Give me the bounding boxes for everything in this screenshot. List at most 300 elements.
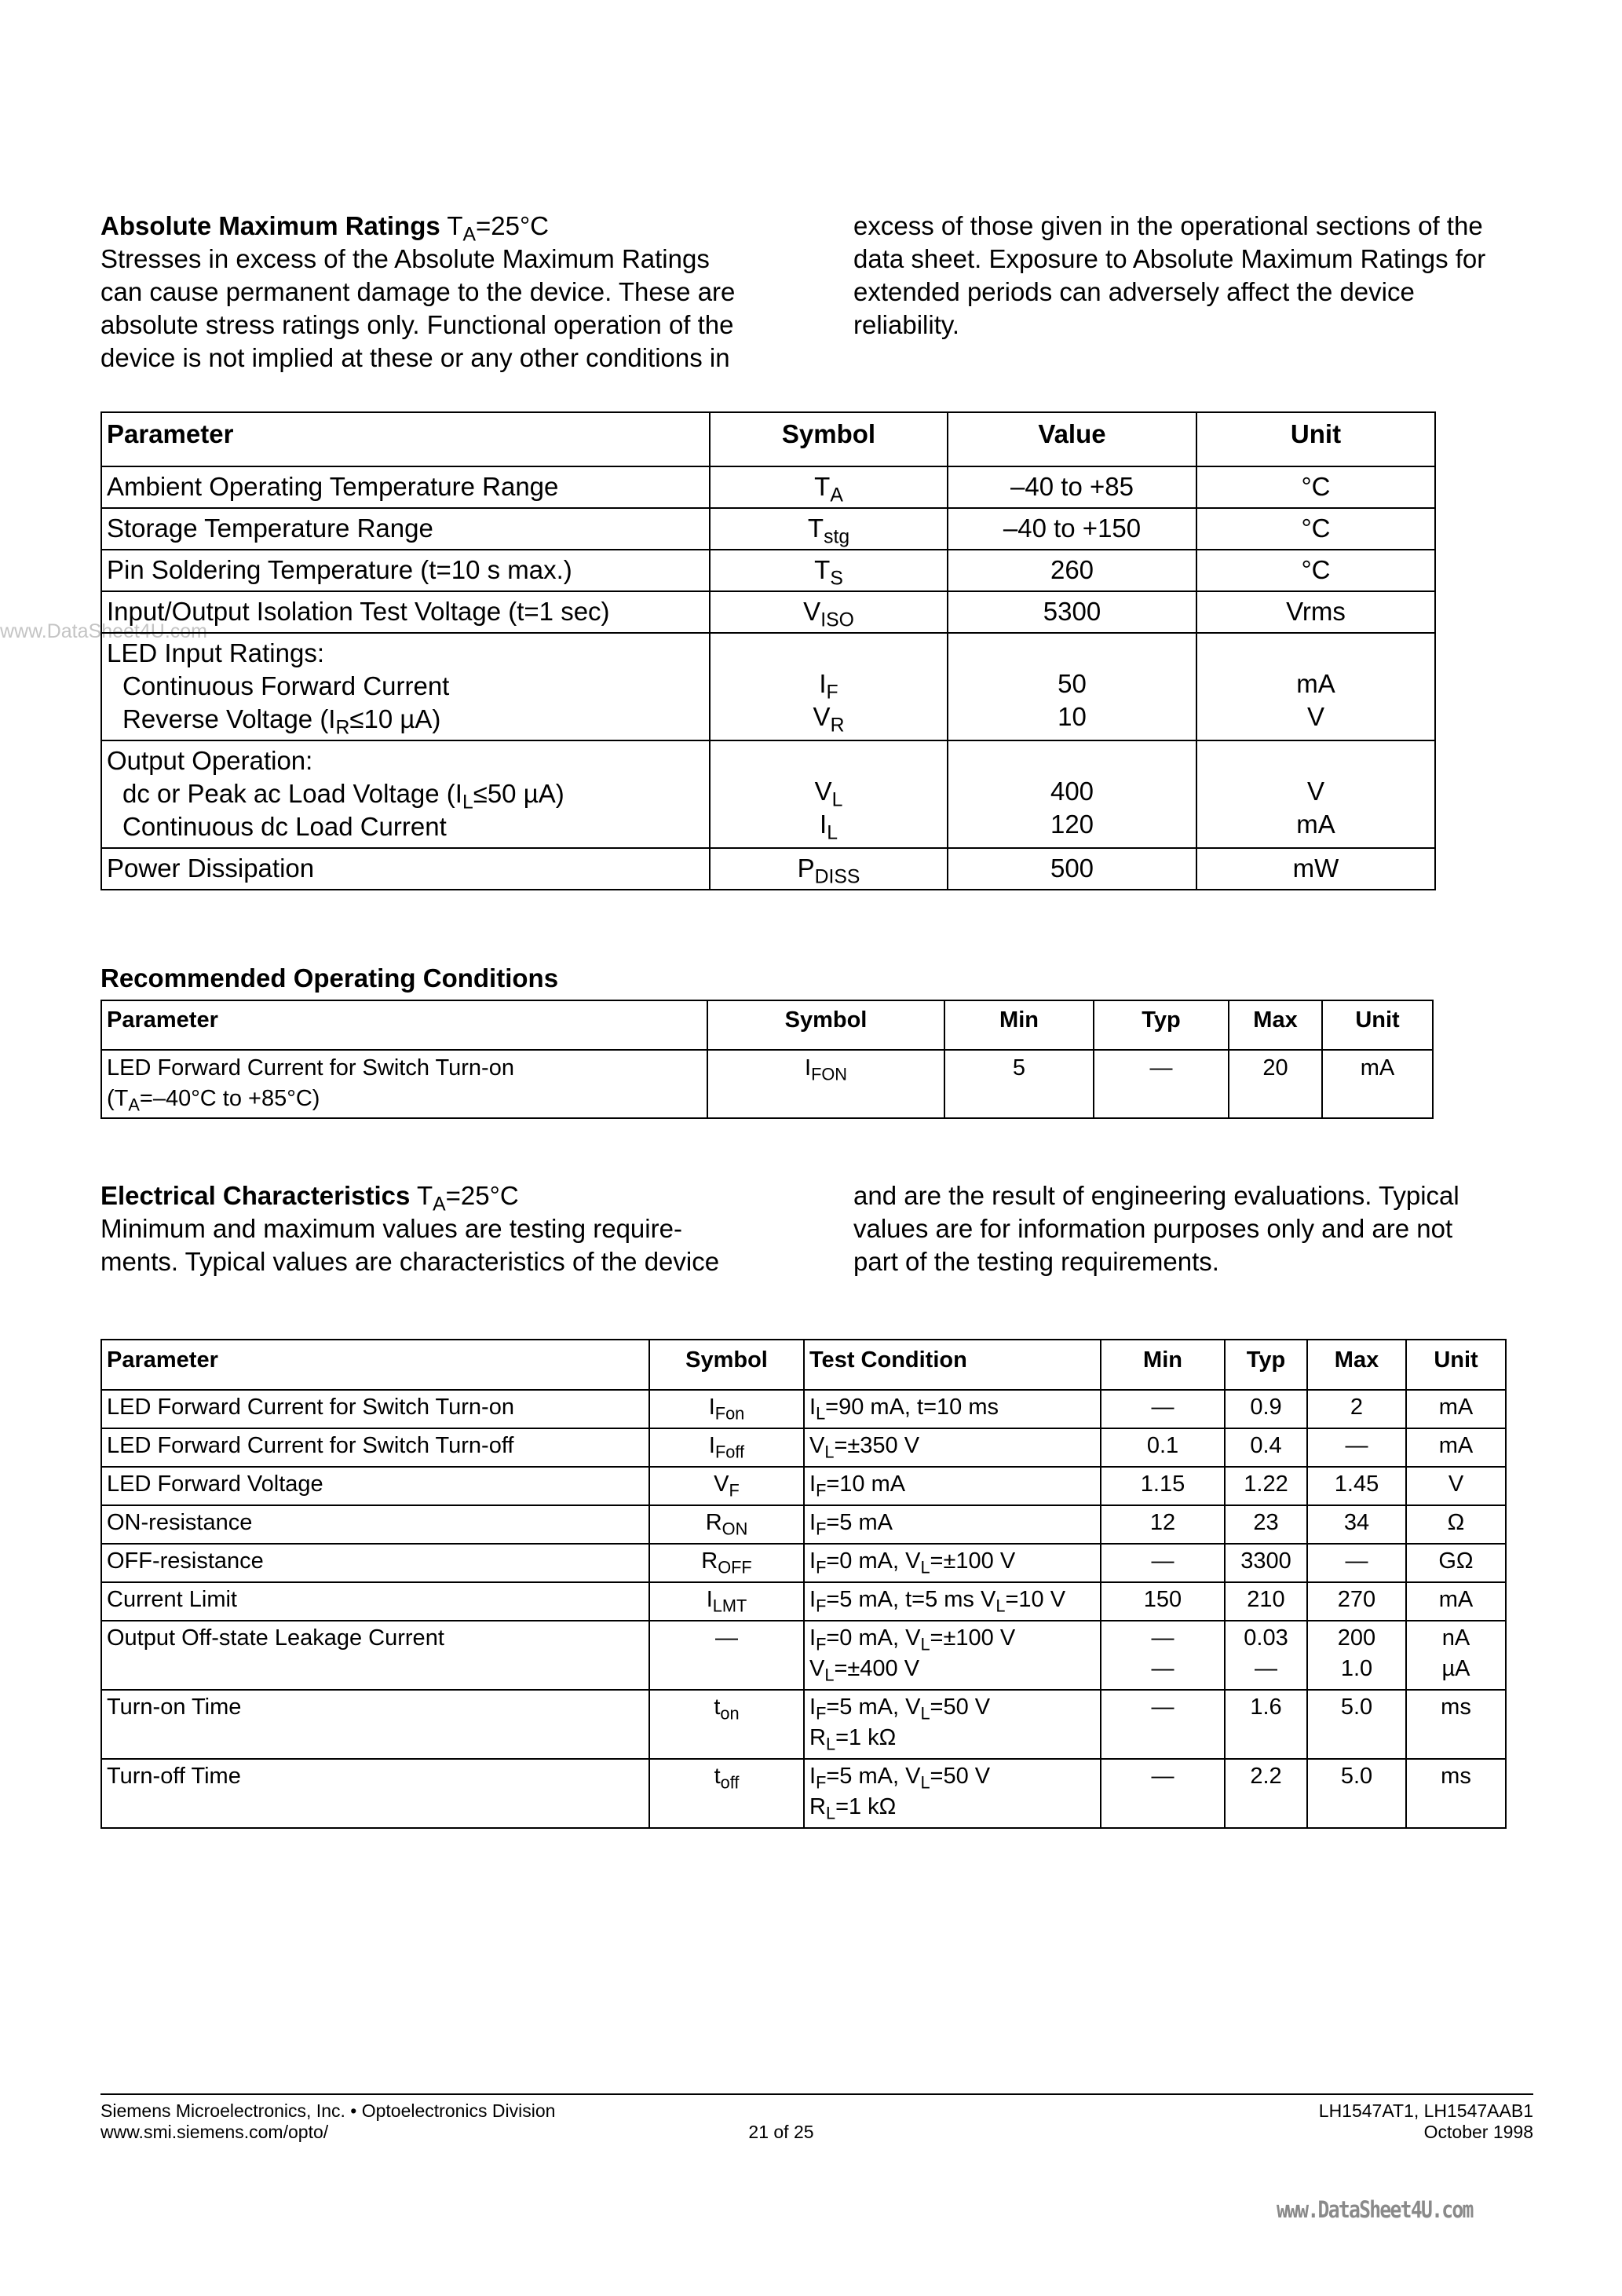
cell-text: –40 to +150 bbox=[1003, 514, 1142, 543]
cell-min bbox=[1101, 1467, 1225, 1505]
cell-line bbox=[953, 637, 1191, 667]
cell-text: 120 bbox=[1050, 810, 1094, 839]
text-segment: t bbox=[714, 1695, 721, 1720]
cell-text: LED Input Ratings: bbox=[107, 638, 324, 667]
cell-line bbox=[715, 637, 942, 667]
header-row bbox=[101, 412, 1435, 466]
text-segment: =–40°C to +85°C) bbox=[139, 1086, 320, 1111]
text-segment: V bbox=[814, 777, 832, 806]
cell-text: — bbox=[1255, 1656, 1277, 1681]
cell-parameter bbox=[101, 1621, 649, 1690]
table-row bbox=[101, 848, 1435, 890]
subscript: F bbox=[816, 1634, 827, 1654]
cell-text: 20 bbox=[1262, 1055, 1288, 1080]
cell-line bbox=[1412, 1761, 1500, 1792]
cell-line bbox=[809, 1392, 1095, 1423]
cell-line bbox=[1106, 1431, 1219, 1461]
cell-text: Current Limit bbox=[107, 1587, 237, 1612]
subscript: ISO bbox=[820, 609, 854, 631]
cell-symbol bbox=[649, 1582, 804, 1621]
subscript: L bbox=[825, 1734, 836, 1754]
text-segment: =5 mA, V bbox=[826, 1695, 921, 1720]
cell-unit bbox=[1406, 1428, 1506, 1467]
cell-unit bbox=[1196, 591, 1435, 633]
cell-text: 0.9 bbox=[1250, 1395, 1282, 1420]
cell-symbol bbox=[710, 633, 948, 740]
cell-symbol bbox=[649, 1390, 804, 1428]
cell-line bbox=[1230, 1431, 1302, 1461]
cell-parameter bbox=[101, 1050, 707, 1118]
cell-unit bbox=[1322, 1050, 1433, 1118]
cell-test-condition bbox=[804, 1467, 1101, 1505]
cell-test-condition bbox=[804, 1544, 1101, 1582]
cell-text: 0.03 bbox=[1244, 1625, 1288, 1651]
cell-text: Power Dissipation bbox=[107, 854, 315, 883]
text-line: device is not implied at these or any other conditions in bbox=[100, 343, 730, 372]
column-header-test-condition: Test Condition bbox=[804, 1340, 1101, 1390]
cell-line bbox=[1099, 1053, 1223, 1084]
text-segment: =5 mA, V bbox=[826, 1764, 921, 1789]
cell-min bbox=[1101, 1390, 1225, 1428]
cell-text: — bbox=[1151, 1395, 1174, 1420]
cell-text: Turn-off Time bbox=[107, 1764, 241, 1789]
cell-line bbox=[1313, 1508, 1401, 1538]
cell-unit bbox=[1406, 1544, 1506, 1582]
cell-parameter bbox=[101, 1467, 649, 1505]
cell-max bbox=[1307, 1390, 1406, 1428]
cell-test-condition bbox=[804, 1428, 1101, 1467]
cell-line bbox=[1202, 775, 1430, 808]
cell-unit bbox=[1406, 1759, 1506, 1828]
cell-test-condition bbox=[804, 1582, 1101, 1621]
cell-line bbox=[107, 852, 704, 885]
subscript: L bbox=[825, 1803, 836, 1823]
text-segment: I bbox=[708, 1395, 715, 1420]
elec-table bbox=[100, 1339, 1507, 1829]
cell-line bbox=[953, 744, 1191, 775]
cell-symbol bbox=[710, 466, 948, 508]
text-segment: =±350 V bbox=[834, 1433, 920, 1458]
cell-parameter bbox=[101, 466, 710, 508]
text-segment: =±100 V bbox=[930, 1548, 1016, 1574]
cell-text: 50 bbox=[1058, 669, 1087, 698]
cell-line bbox=[655, 1546, 798, 1577]
cell-line bbox=[1313, 1546, 1401, 1577]
cell-line bbox=[1412, 1508, 1500, 1538]
cell-text: — bbox=[1345, 1433, 1368, 1458]
cell-text: ms bbox=[1441, 1764, 1471, 1789]
subscript: L bbox=[462, 792, 473, 813]
table-row bbox=[101, 1690, 1506, 1759]
cell-parameter bbox=[101, 633, 710, 740]
table-row bbox=[101, 550, 1435, 591]
text-segment: =25°C bbox=[476, 211, 550, 240]
cell-line bbox=[715, 744, 942, 775]
cell-min bbox=[944, 1050, 1094, 1118]
elec-text-right bbox=[853, 1179, 1459, 1278]
subscript: stg bbox=[824, 526, 850, 548]
cell-text: Input/Output Isolation Test Voltage (t=1 sec) bbox=[107, 597, 610, 626]
abs-max-heading bbox=[100, 210, 550, 246]
cell-line bbox=[1202, 744, 1430, 775]
text-segment: I bbox=[819, 669, 827, 698]
cell-symbol bbox=[710, 848, 948, 890]
cell-symbol bbox=[649, 1467, 804, 1505]
elec-text-left bbox=[100, 1212, 719, 1278]
cell-typ bbox=[1225, 1505, 1307, 1544]
cell-unit bbox=[1406, 1390, 1506, 1428]
cell-line bbox=[953, 852, 1191, 885]
column-header-symbol: Symbol bbox=[649, 1340, 804, 1390]
subscript: R bbox=[830, 715, 845, 737]
cell-line bbox=[655, 1692, 798, 1723]
text-line: Minimum and maximum values are testing require- bbox=[100, 1214, 682, 1243]
cell-unit bbox=[1196, 466, 1435, 508]
subscript: Foff bbox=[714, 1442, 745, 1462]
cell-line bbox=[107, 1623, 644, 1654]
text-line: can cause permanent damage to the device. These are bbox=[100, 277, 736, 306]
column-header-min: Min bbox=[944, 1000, 1094, 1050]
subscript: ON bbox=[721, 1519, 748, 1539]
cell-text: mA bbox=[1360, 1055, 1395, 1080]
rec-op-table bbox=[100, 1000, 1434, 1119]
cell-text: Output Off-state Leakage Current bbox=[107, 1625, 444, 1651]
cell-line bbox=[1328, 1053, 1427, 1084]
cell-line bbox=[1106, 1623, 1219, 1654]
cell-line bbox=[107, 554, 704, 587]
subscript: A bbox=[433, 1194, 446, 1216]
cell-line bbox=[1202, 852, 1430, 885]
abs-max-text-left bbox=[100, 243, 735, 375]
cell-line bbox=[655, 1623, 798, 1654]
cell-line bbox=[655, 1392, 798, 1423]
cell-text: LED Forward Current for Switch Turn-on bbox=[107, 1395, 514, 1420]
column-header-parameter: Parameter bbox=[101, 412, 710, 466]
table-row bbox=[101, 466, 1435, 508]
cell-line bbox=[107, 1761, 644, 1792]
cell-line bbox=[1313, 1761, 1401, 1792]
cell-parameter bbox=[101, 848, 710, 890]
text-segment: Reverse Voltage (I bbox=[122, 704, 336, 733]
table-row bbox=[101, 1582, 1506, 1621]
subscript: R bbox=[335, 717, 350, 739]
text-line: part of the testing requirements. bbox=[853, 1247, 1219, 1276]
cell-line bbox=[809, 1508, 1095, 1538]
cell-text: LED Forward Current for Switch Turn-off bbox=[107, 1433, 514, 1458]
cell-text: 0.4 bbox=[1250, 1433, 1282, 1458]
cell-parameter bbox=[101, 1390, 649, 1428]
header-row bbox=[101, 1340, 1506, 1390]
text-segment: V bbox=[809, 1433, 825, 1458]
cell-value bbox=[948, 633, 1196, 740]
cell-unit bbox=[1196, 740, 1435, 848]
cell-text: ms bbox=[1441, 1695, 1471, 1720]
cell-text: 400 bbox=[1050, 777, 1094, 806]
cell-line bbox=[107, 1508, 644, 1538]
text-line: values are for information purposes only and are not bbox=[853, 1214, 1453, 1243]
cell-line bbox=[953, 470, 1191, 503]
cell-text: 5 bbox=[1012, 1055, 1026, 1080]
cell-typ bbox=[1225, 1390, 1307, 1428]
cell-test-condition bbox=[804, 1690, 1101, 1759]
column-header-symbol: Symbol bbox=[707, 1000, 944, 1050]
table-row bbox=[101, 1390, 1506, 1428]
subscript: L bbox=[824, 1665, 835, 1685]
table-row bbox=[101, 1759, 1506, 1828]
column-header-typ: Typ bbox=[1225, 1340, 1307, 1390]
column-header-parameter: Parameter bbox=[101, 1000, 707, 1050]
cell-line bbox=[809, 1792, 1095, 1823]
text-segment: I bbox=[809, 1510, 816, 1535]
text-segment: t bbox=[714, 1764, 721, 1789]
footer-url: www.smi.siemens.com/opto/ bbox=[100, 2122, 329, 2142]
text-line: data sheet. Exposure to Absolute Maximum Ratings for bbox=[853, 244, 1486, 273]
cell-text: mA bbox=[1438, 1395, 1474, 1420]
text-line: excess of those given in the operational sections of the bbox=[853, 211, 1483, 240]
cell-text: — bbox=[1149, 1055, 1173, 1080]
subscript: F bbox=[816, 1703, 827, 1724]
cell-typ bbox=[1225, 1428, 1307, 1467]
text-segment: (T bbox=[107, 1086, 129, 1111]
cell-unit bbox=[1196, 848, 1435, 890]
cell-test-condition bbox=[804, 1759, 1101, 1828]
cell-text: 23 bbox=[1253, 1510, 1279, 1535]
cell-line bbox=[1202, 808, 1430, 841]
text-segment: I bbox=[809, 1395, 816, 1420]
cell-line bbox=[1412, 1692, 1500, 1723]
cell-line bbox=[107, 470, 704, 503]
header-row bbox=[101, 1000, 1433, 1050]
footer-divider bbox=[100, 2093, 1533, 2095]
cell-line bbox=[1106, 1508, 1219, 1538]
text-line: ments. Typical values are characteristics of the device bbox=[100, 1247, 720, 1276]
cell-text: Storage Temperature Range bbox=[107, 514, 433, 543]
cell-line bbox=[107, 810, 704, 843]
text-segment: R bbox=[705, 1510, 722, 1535]
cell-line bbox=[107, 1469, 644, 1500]
cell-line bbox=[655, 1508, 798, 1538]
cell-line bbox=[1202, 554, 1430, 587]
cell-line bbox=[809, 1654, 1095, 1684]
cell-line bbox=[953, 554, 1191, 587]
cell-text: Pin Soldering Temperature (t=10 s max.) bbox=[107, 555, 572, 584]
cell-text: °C bbox=[1301, 472, 1331, 501]
table-row bbox=[101, 1505, 1506, 1544]
abs-max-title: Absolute Maximum Ratings bbox=[100, 211, 440, 240]
text-segment: =10 V bbox=[1005, 1587, 1066, 1612]
cell-value bbox=[948, 550, 1196, 591]
text-segment: =0 mA, V bbox=[826, 1625, 921, 1651]
elec-title: Electrical Characteristics bbox=[100, 1181, 411, 1210]
cell-text: 210 bbox=[1247, 1587, 1285, 1612]
cell-symbol bbox=[649, 1505, 804, 1544]
cell-symbol bbox=[710, 508, 948, 550]
cell-line bbox=[715, 470, 942, 506]
cell-text: 5.0 bbox=[1340, 1695, 1373, 1720]
table-row bbox=[101, 1544, 1506, 1582]
cell-text: LED Forward Voltage bbox=[107, 1472, 323, 1497]
cell-text: — bbox=[1151, 1548, 1174, 1574]
cell-line bbox=[715, 808, 942, 844]
cell-symbol bbox=[649, 1544, 804, 1582]
cell-text: 5300 bbox=[1043, 597, 1101, 626]
cell-line bbox=[953, 512, 1191, 545]
cell-text: °C bbox=[1301, 555, 1331, 584]
table-row bbox=[101, 1621, 1506, 1690]
cell-line bbox=[107, 670, 704, 703]
cell-line bbox=[1230, 1546, 1302, 1577]
cell-typ bbox=[1225, 1467, 1307, 1505]
cell-line bbox=[1313, 1654, 1401, 1684]
subscript: L bbox=[920, 1634, 930, 1654]
cell-line bbox=[1202, 700, 1430, 733]
cell-line bbox=[1313, 1585, 1401, 1615]
cell-max bbox=[1307, 1759, 1406, 1828]
cell-test-condition bbox=[804, 1621, 1101, 1690]
cell-text: — bbox=[715, 1625, 738, 1651]
text-segment: T bbox=[814, 555, 831, 584]
cell-text: 150 bbox=[1143, 1587, 1182, 1612]
cell-line bbox=[713, 1053, 939, 1084]
subscript: F bbox=[816, 1596, 827, 1616]
cell-parameter bbox=[101, 550, 710, 591]
cell-symbol bbox=[707, 1050, 944, 1118]
column-header-symbol: Symbol bbox=[710, 412, 948, 466]
cell-line bbox=[953, 667, 1191, 700]
cell-text: mW bbox=[1292, 854, 1339, 883]
cell-line bbox=[715, 700, 942, 737]
cell-line bbox=[1230, 1654, 1302, 1684]
cell-text: Turn-on Time bbox=[107, 1695, 242, 1720]
cell-line bbox=[953, 595, 1191, 628]
text-segment: ≤10 µA) bbox=[349, 704, 441, 733]
subscript: L bbox=[920, 1703, 930, 1724]
text-segment: =1 kΩ bbox=[835, 1725, 897, 1750]
cell-text: –40 to +85 bbox=[1010, 472, 1134, 501]
text-segment: =5 mA bbox=[826, 1510, 893, 1535]
subscript: S bbox=[830, 568, 843, 590]
cell-text: 2.2 bbox=[1250, 1764, 1282, 1789]
cell-line bbox=[1412, 1392, 1500, 1423]
cell-line bbox=[809, 1692, 1095, 1723]
text-segment: T bbox=[447, 211, 463, 240]
cell-text: ON-resistance bbox=[107, 1510, 253, 1535]
text-segment: =±400 V bbox=[834, 1656, 920, 1681]
cell-test-condition bbox=[804, 1390, 1101, 1428]
text-segment: =0 mA, V bbox=[826, 1548, 921, 1574]
cell-text: mA bbox=[1296, 669, 1335, 698]
cell-line bbox=[1412, 1654, 1500, 1684]
cell-typ bbox=[1225, 1690, 1307, 1759]
cell-line bbox=[655, 1761, 798, 1792]
subscript: L bbox=[824, 1442, 835, 1462]
footer-part-numbers: LH1547AT1, LH1547AAB1 bbox=[1318, 2100, 1533, 2121]
cell-text: 200 bbox=[1337, 1625, 1376, 1651]
text-segment: =10 mA bbox=[826, 1472, 906, 1497]
cell-line bbox=[107, 1084, 702, 1114]
column-header-max: Max bbox=[1307, 1340, 1406, 1390]
subscript: F bbox=[816, 1519, 827, 1539]
cell-parameter bbox=[101, 1690, 649, 1759]
cell-parameter bbox=[101, 1505, 649, 1544]
table-row bbox=[101, 1050, 1433, 1118]
subscript: A bbox=[830, 484, 843, 506]
cell-line bbox=[715, 512, 942, 548]
cell-text: LED Forward Current for Switch Turn-on bbox=[107, 1055, 514, 1080]
cell-line bbox=[107, 512, 704, 545]
cell-typ bbox=[1094, 1050, 1229, 1118]
column-header-min: Min bbox=[1101, 1340, 1225, 1390]
cell-min bbox=[1101, 1428, 1225, 1467]
text-segment: I bbox=[809, 1764, 816, 1789]
cell-max bbox=[1307, 1544, 1406, 1582]
cell-unit bbox=[1196, 633, 1435, 740]
cell-line bbox=[715, 775, 942, 811]
text-segment: I bbox=[809, 1548, 816, 1574]
text-line: Stresses in excess of the Absolute Maximum Ratings bbox=[100, 244, 710, 273]
subscript: F bbox=[826, 682, 838, 704]
cell-text: Output Operation: bbox=[107, 746, 313, 775]
cell-line bbox=[107, 1692, 644, 1723]
abs-max-condition bbox=[447, 211, 550, 246]
subscript: DISS bbox=[814, 866, 860, 888]
abs-max-text-right bbox=[853, 210, 1485, 342]
cell-parameter bbox=[101, 1544, 649, 1582]
rec-op-title: Recommended Operating Conditions bbox=[100, 963, 559, 993]
cell-text: 1.22 bbox=[1244, 1472, 1288, 1497]
cell-line bbox=[953, 808, 1191, 841]
cell-parameter bbox=[101, 740, 710, 848]
subscript: L bbox=[995, 1596, 1006, 1616]
cell-min bbox=[1101, 1582, 1225, 1621]
column-header-unit: Unit bbox=[1322, 1000, 1433, 1050]
column-header-unit: Unit bbox=[1196, 412, 1435, 466]
cell-line bbox=[1412, 1623, 1500, 1654]
cell-line bbox=[1230, 1761, 1302, 1792]
text-segment: =50 V bbox=[930, 1695, 991, 1720]
cell-line bbox=[107, 595, 704, 628]
text-line: absolute stress ratings only. Functional operation of the bbox=[100, 310, 734, 339]
abs-max-table bbox=[100, 411, 1436, 890]
cell-text: 500 bbox=[1050, 854, 1094, 883]
cell-text: 12 bbox=[1149, 1510, 1176, 1535]
cell-symbol bbox=[649, 1759, 804, 1828]
text-segment: =50 V bbox=[930, 1764, 991, 1789]
cell-line bbox=[715, 852, 942, 888]
cell-max bbox=[1307, 1428, 1406, 1467]
cell-line bbox=[1106, 1469, 1219, 1500]
text-segment: I bbox=[708, 1433, 715, 1458]
cell-line bbox=[1106, 1692, 1219, 1723]
cell-max bbox=[1307, 1505, 1406, 1544]
cell-text: 2 bbox=[1350, 1395, 1364, 1420]
cell-unit bbox=[1196, 550, 1435, 591]
cell-unit bbox=[1196, 508, 1435, 550]
cell-symbol bbox=[649, 1621, 804, 1690]
cell-value bbox=[948, 591, 1196, 633]
cell-text: V bbox=[1448, 1472, 1464, 1497]
cell-line bbox=[715, 554, 942, 590]
cell-line bbox=[809, 1431, 1095, 1461]
footer-date: October 1998 bbox=[1423, 2122, 1533, 2142]
text-segment: ≤50 µA) bbox=[473, 779, 564, 808]
subscript: on bbox=[720, 1703, 740, 1724]
cell-line bbox=[1313, 1431, 1401, 1461]
text-segment: R bbox=[809, 1794, 826, 1819]
column-header-unit: Unit bbox=[1406, 1340, 1506, 1390]
cell-line bbox=[107, 703, 704, 739]
table-row bbox=[101, 508, 1435, 550]
